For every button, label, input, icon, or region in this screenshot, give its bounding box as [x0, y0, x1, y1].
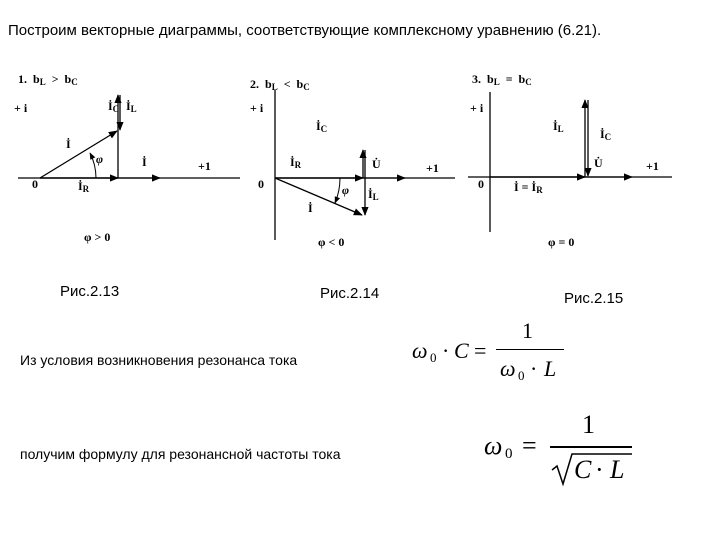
formula1-den-omega: ω	[500, 356, 516, 381]
formula2-numerator: 1	[582, 410, 595, 439]
caption-fig-2-13: Рис.2.13	[60, 283, 120, 300]
formula2-omega: ω	[484, 431, 503, 460]
formula2-den-l: L	[610, 455, 625, 484]
diagram-2-axis-plus-i: + i	[250, 101, 264, 115]
diagram-3-axis-plus-i: + i	[470, 101, 484, 115]
formula1-c: C	[454, 338, 469, 363]
resonance-text-2: получим формулу для резонансной частоты тока	[20, 446, 341, 462]
caption-fig-2-14: Рис.2.14	[320, 285, 380, 302]
diagram-2-label-ir: İR	[290, 155, 302, 170]
diagram-1-axis-plus-i: + i	[14, 101, 28, 115]
formula1-den-l: L	[544, 356, 557, 381]
diagram-2-label-u: U̇	[372, 157, 381, 171]
formula1-den-dot: ·	[530, 356, 538, 381]
diagram-3-label-u: U̇	[594, 156, 603, 170]
diagram-1-label-phi: φ	[96, 152, 104, 166]
diagram-1-label-ir: İR	[78, 179, 90, 194]
formula1-numerator: 1	[522, 318, 533, 343]
diagram-1-label-i: İ	[66, 137, 71, 151]
diagram-2-label-il: İL	[368, 187, 379, 202]
caption-fig-2-15: Рис.2.15	[564, 290, 624, 307]
resonance-text-1: Из условия возникновения резонанса тока	[20, 352, 298, 368]
diagram-3-origin: 0	[478, 177, 484, 191]
formula1-equals: =	[474, 338, 487, 363]
diagram-2-label-i: İ	[308, 201, 313, 215]
diagram-2-axis-plus-1: +1	[426, 161, 439, 175]
diagram-1-origin: 0	[32, 177, 38, 191]
diagram-3-axis-plus-1: +1	[646, 159, 659, 173]
formula2-den-c: C	[574, 455, 592, 484]
diagram-2-phi-condition: φ < 0	[318, 235, 345, 249]
formula2-den-dot: ·	[595, 455, 604, 484]
formula1-omega: ω	[412, 338, 428, 363]
diagram-1-phi-condition: φ > 0	[84, 230, 111, 244]
diagram-3-label-ic: İC	[600, 127, 612, 142]
diagram-1-axis-plus-1: +1	[198, 159, 211, 173]
diagram-2-condition: 2. bL < bC	[250, 77, 310, 92]
diagram-3-phi-condition: φ = 0	[548, 235, 575, 249]
diagram-3-label-i-eq: İ = İR	[514, 180, 543, 195]
diagram-1-label-u: İ	[142, 155, 147, 169]
formula1-den-omega-sub: 0	[518, 368, 525, 383]
diagram-1-label-il: İL	[126, 99, 137, 114]
diagram-3-condition: 3. bL = bC	[472, 72, 532, 87]
diagram-1-condition: 1. bL > bC	[18, 72, 78, 87]
diagram-3-label-il: İL	[553, 119, 564, 134]
page-heading: Построим векторные диаграммы, соответствующие комплексному уравнению (6.21).	[8, 22, 602, 39]
formula1-dot: ·	[442, 338, 450, 363]
diagram-1-label-ic: İC	[108, 99, 120, 114]
diagram-2-label-ic: İC	[316, 119, 328, 134]
formula2-omega-sub: 0	[505, 446, 513, 462]
diagram-2-label-phi: φ	[342, 183, 350, 197]
formula2-equals: =	[522, 431, 537, 460]
formula1-omega-sub: 0	[430, 350, 437, 365]
diagram-2-origin: 0	[258, 177, 264, 191]
